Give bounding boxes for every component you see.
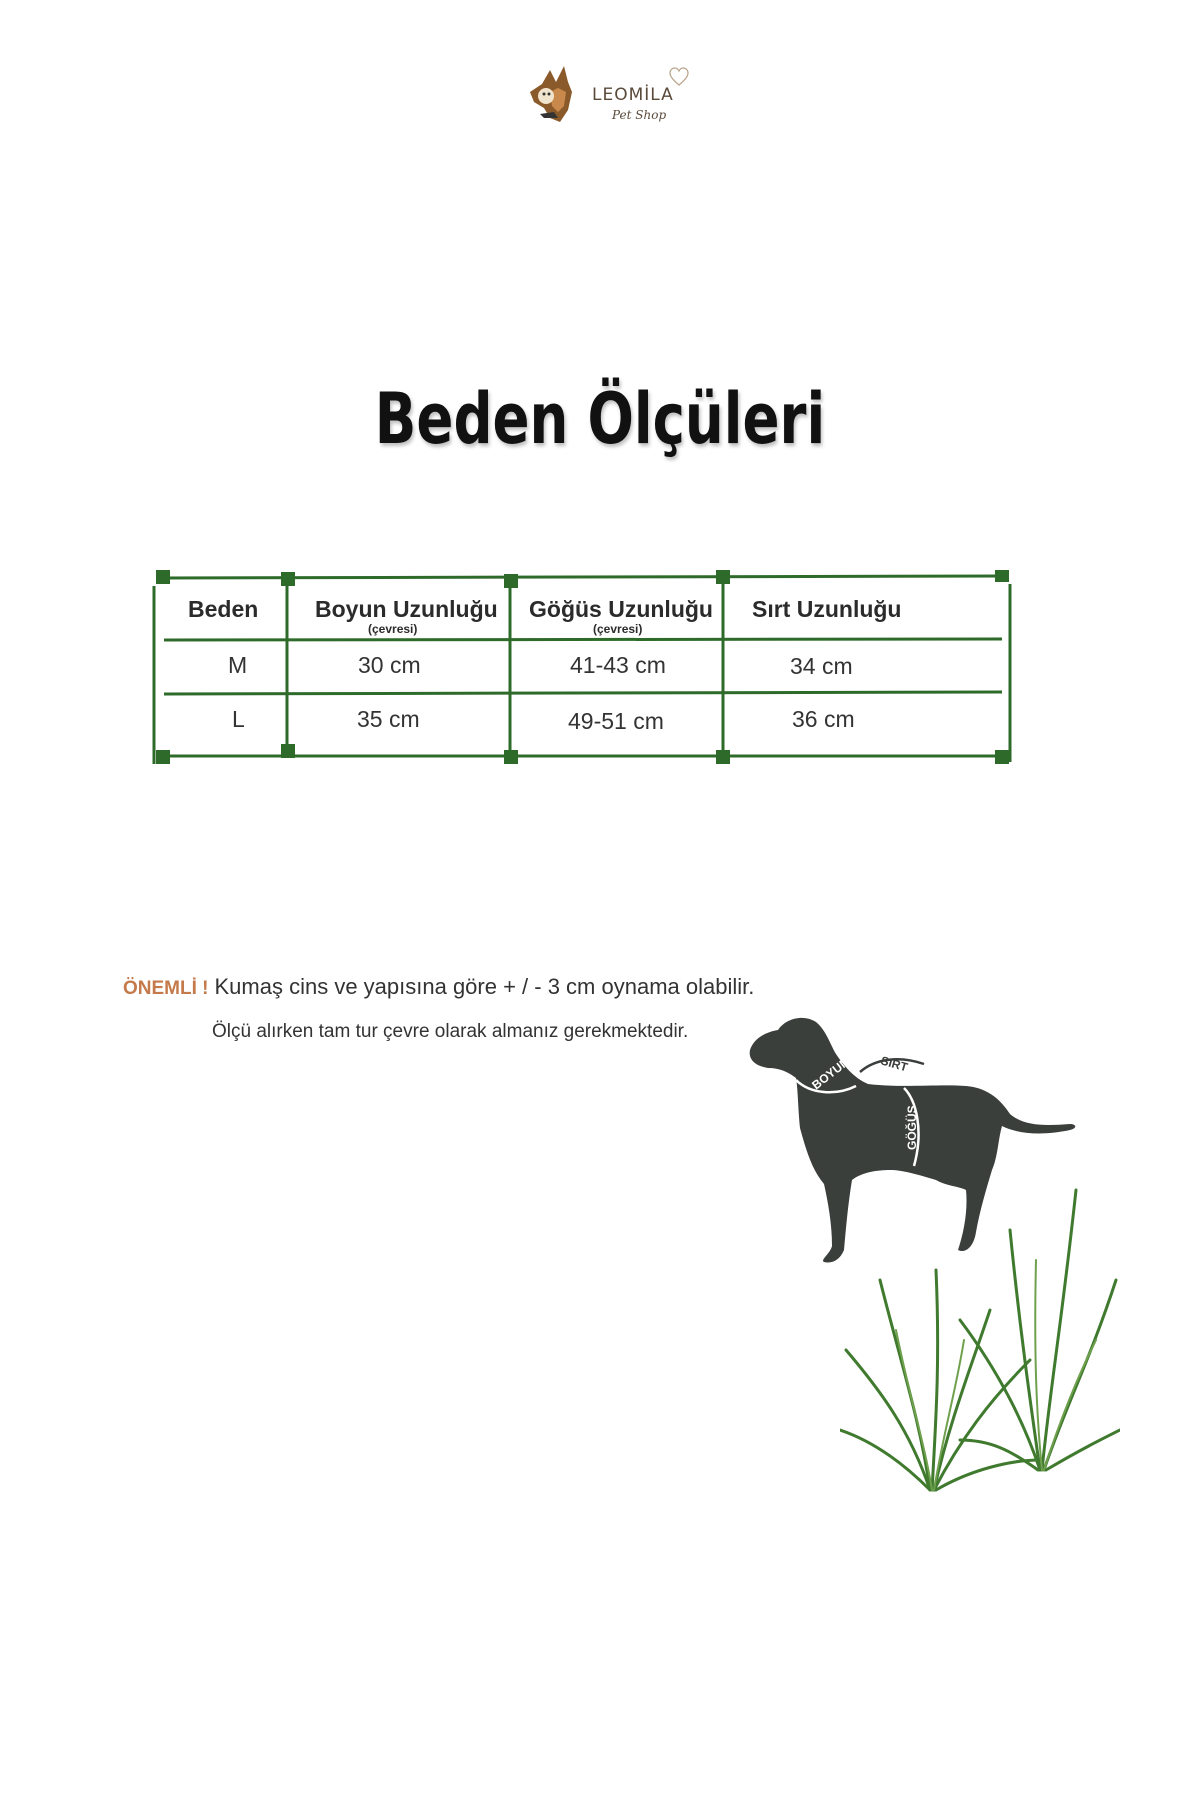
row-m-beden: M xyxy=(228,652,248,678)
important-notice xyxy=(123,974,754,1000)
row-l-gogus: 49-51 cm xyxy=(568,708,664,734)
row-l-boyun: 35 cm xyxy=(357,706,420,732)
row-m-sirt: 34 cm xyxy=(790,653,853,679)
header-beden: Beden xyxy=(188,596,259,622)
label-gogus: GÖĞÜS xyxy=(905,1105,919,1150)
page-title: Beden Ölçüleri xyxy=(374,378,826,460)
header-gogus: Göğüs Uzunluğu xyxy=(529,596,713,622)
grass-decoration-icon xyxy=(840,1170,1120,1510)
header-boyun: Boyun Uzunluğu xyxy=(315,596,498,622)
row-m-boyun: 30 cm xyxy=(358,652,421,678)
label-sirt: SIRT xyxy=(879,1053,910,1075)
row-l-sirt: 36 cm xyxy=(792,706,855,732)
notice-text: Kumaş cins ve yapısına göre + / - 3 cm oynama olabilir. xyxy=(214,974,755,999)
row-l-beden: L xyxy=(232,706,245,732)
size-table xyxy=(140,570,1020,770)
measurement-note: Ölçü alırken tam tur çevre olarak almanız gerekmektedir. xyxy=(212,1021,689,1042)
brand-logo xyxy=(520,52,690,132)
label-boyun: BOYUN xyxy=(809,1054,853,1093)
header-boyun-sub: (çevresi) xyxy=(368,622,418,636)
brand-name: LEOMİLA xyxy=(592,85,674,105)
row-m-gogus: 41-43 cm xyxy=(570,652,666,678)
brand-tagline: Pet Shop xyxy=(612,108,667,122)
header-gogus-sub: (çevresi) xyxy=(593,622,643,636)
dog-logo-icon xyxy=(520,52,600,132)
header-sirt: Sırt Uzunluğu xyxy=(752,596,902,622)
important-label: ÖNEMLİ ! xyxy=(123,978,209,999)
heart-icon xyxy=(668,66,690,88)
